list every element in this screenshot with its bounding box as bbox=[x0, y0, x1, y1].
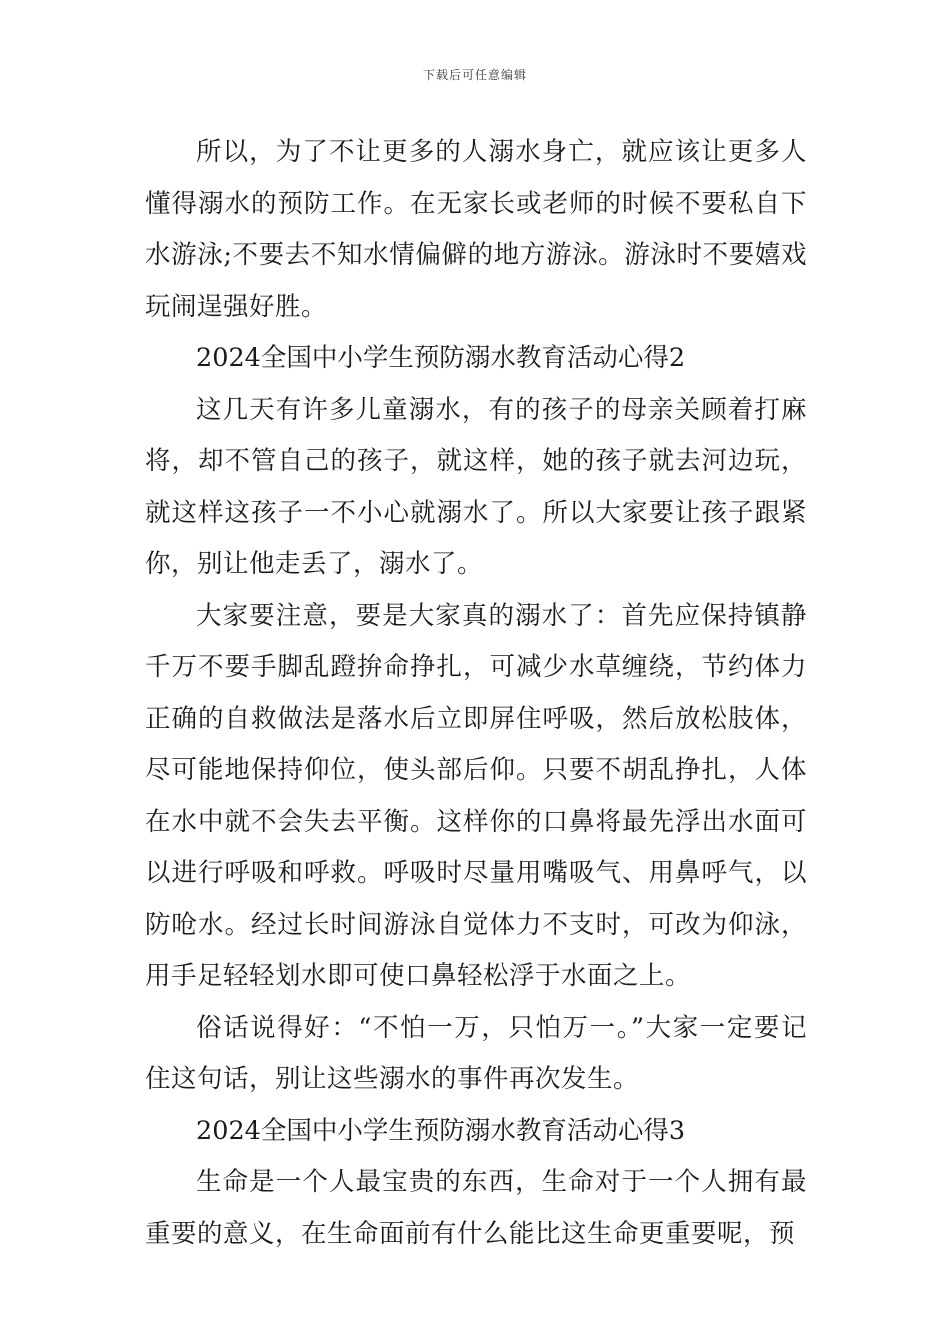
section-heading-3: 2024全国中小学生预防溺水教育活动心得3 bbox=[196, 1115, 686, 1146]
paragraph-5: 生命是一个人最宝贵的东西，生命对于一个人拥有最重要的意义，在生命面前有什么能比这生命更重要呢，预 bbox=[145, 1167, 807, 1249]
paragraph-3: 大家要注意，要是大家真的溺水了：首先应保持镇静千万不要手脚乱蹬拚命挣扎，可减少水草缠绕，节约体力正确的自救做法是落水后立即屏住呼吸，然后放松肢体，尽可能地保持仰位，使头部后仰。只要不胡乱挣扎，人体在水中就不会失去平衡。这样你的口鼻将最先浮出水面可以进行呼吸和呼救。呼吸时尽量用嘴吸气、用鼻呼气，以防呛水。经过长时间游泳自觉体力不支时，可改为仰泳，用手足轻轻划水即可使口鼻轻松浮于水面之上。 bbox=[145, 600, 807, 991]
paragraph-4: 俗话说得好：“不怕一万，只怕万一。”大家一定要记住这句话，别让这些溺水的事件再次发生。 bbox=[145, 1012, 807, 1094]
document-body bbox=[145, 127, 807, 1260]
page-header: 下载后可任意编辑 bbox=[422, 68, 527, 82]
section-heading-2: 2024全国中小学生预防溺水教育活动心得2 bbox=[196, 343, 686, 373]
paragraph-2: 这几天有许多儿童溺水，有的孩子的母亲关顾着打麻将，却不管自己的孩子，就这样，她的孩子就去河边玩，就这样这孩子一不小心就溺水了。所以大家要让孩子跟紧你，别让他走丢了，溺水了。 bbox=[145, 394, 807, 579]
paragraph-1: 所以，为了不让更多的人溺水身亡，就应该让更多人懂得溺水的预防工作。在无家长或老师的时候不要私自下水游泳;不要去不知水情偏僻的地方游泳。游泳时不要嬉戏玩闹逞强好胜。 bbox=[145, 137, 807, 322]
